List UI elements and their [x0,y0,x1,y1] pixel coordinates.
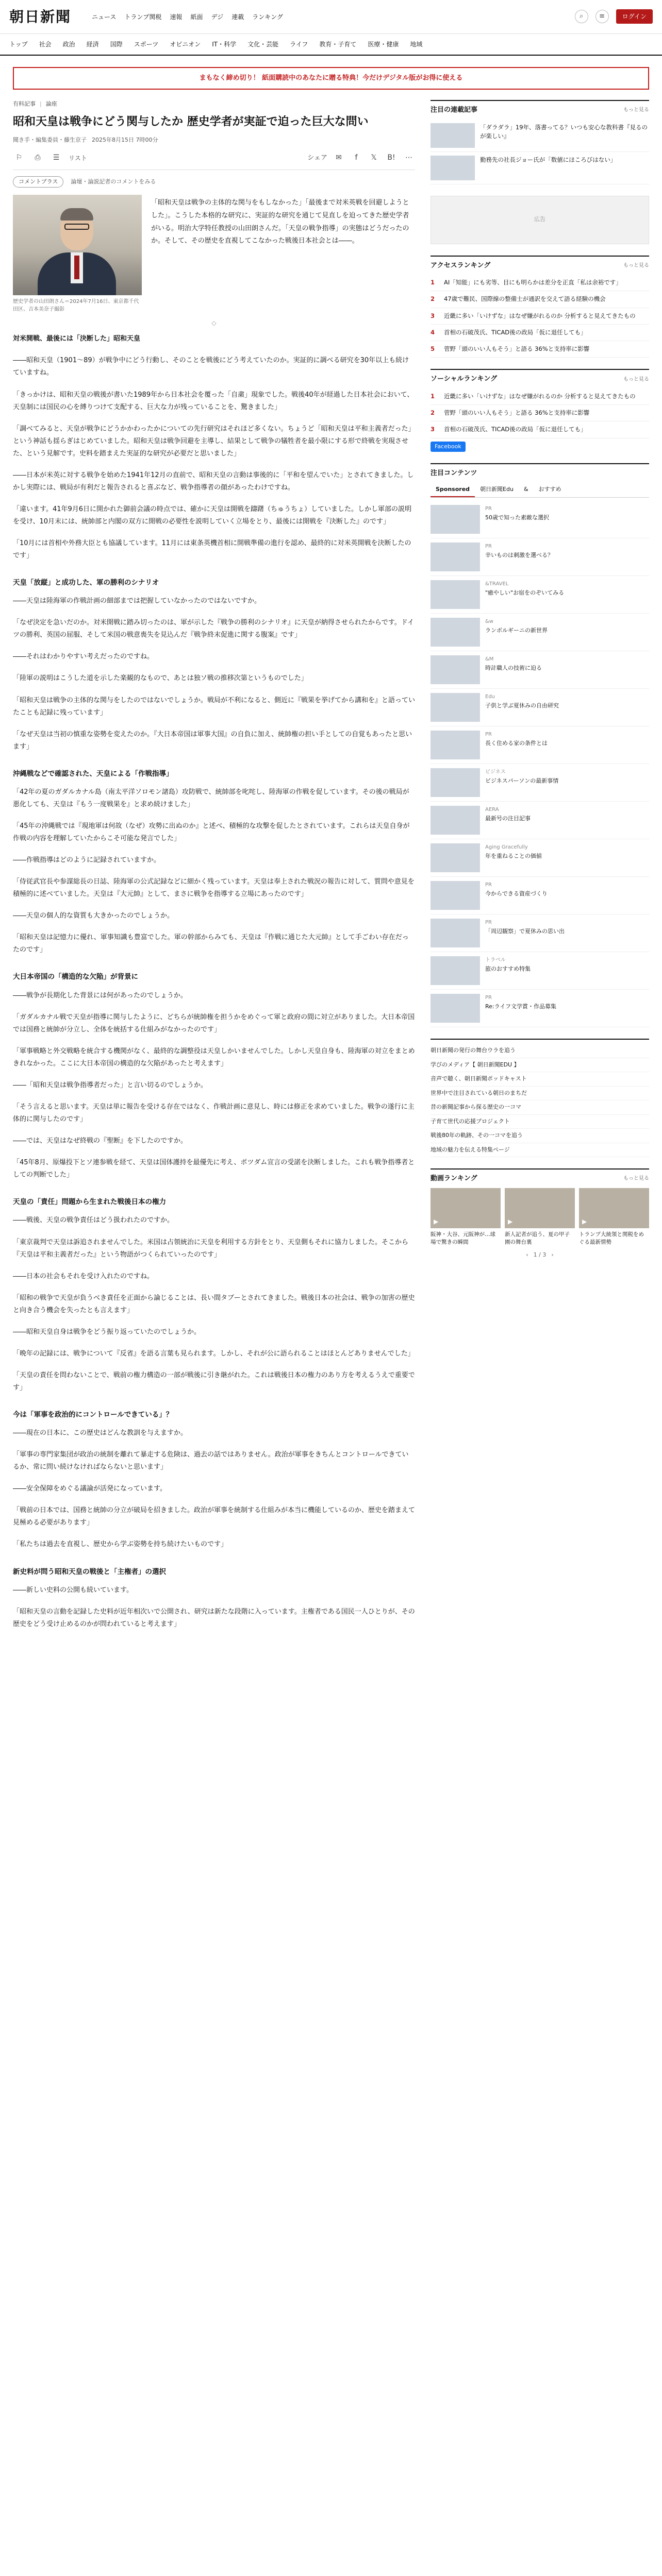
rank-number: 1 [431,279,435,286]
paragraph: ――安全保障をめぐる議論が活発になっています。 [13,1485,167,1493]
item-text: ランボルギーニの新世界 [485,626,548,634]
thumbnail [431,843,480,872]
topnav-item[interactable]: ニュース [92,13,117,21]
ranking-item[interactable] [431,405,649,421]
rank-number: 2 [431,295,435,303]
ranking-item[interactable] [431,291,649,308]
paragraph: 「天皇の責任を問わないことで、戦前の権力構造の一部が戦後に引き継がれた。これは戦後日本の権力のあり方を考えるうえで重要です」 [13,1371,415,1392]
content-item[interactable] [431,689,649,726]
content-tag: ビジネス [485,769,506,775]
content-tag: PR [485,544,492,549]
section-tab[interactable]: 社会 [39,41,52,48]
box-title: アクセスランキング [431,261,491,269]
content-item[interactable] [431,839,649,877]
link-item[interactable]: 子育て世代の応援プロジェクト [431,1115,649,1129]
paragraph: 「ガダルカナル戦で天皇が指導に関与したように、どちらが統帥権を担うかをめぐって軍と政府の間に対立がありました。大日本帝国では国務と統帥が分立し、全体を統括する仕組みがなかったのです」 [13,1013,415,1033]
link-item[interactable]: 昔の新聞記事から探る歴史の一コマ [431,1100,649,1115]
paragraph: ――それはわかりやすい考えだったのですね。 [13,653,154,661]
social-ranking-box [431,369,649,452]
section-tab[interactable]: 地域 [410,41,423,48]
paragraph: 「きっかけは、昭和天皇の戦後が書いた1989年から日本社会を覆った「自粛」現象でした。戦後40年が経過した日本社会において、天皇制には国民の心を縛りつけて支配する、巨大な力が残っていることを、驚きました」 [13,391,414,411]
paragraph: 「違います。41年9月6日に開かれた御前会議の時点では、確かに天皇は開戦を躊躇（ちゅうちょ）していました。しかし軍部の説明を受け、10月末には、統帥部と内閣の双方に開戦の必要性を説明していく立場をとり、最後には開戦を『決断した』のです」 [13,505,412,526]
featured-content-box [431,463,649,1027]
thumbnail [431,768,480,797]
paragraph: 「調べてみると、天皇が戦争にどうかかわったかについての先行研究はそれほど多くない。ちょうど「昭和天皇は平和主義者だった」という神話も揺らぎはじめていました。昭和天皇は戦争回避を主導し、結果として戦争の犠牲者を最小限にする形で終戦を実現させた、という見解です。史料を踏まえた実証的な研究が必要だと思いました」 [13,425,415,457]
paragraph: 「晩年の記録には、戦争について『反省』を語る言葉も見られます。しかし、それが公に語られることはほとんどありませんでした」 [13,1349,415,1358]
paragraph: 「10月には首相や外務大臣とも協議しています。11月には東条英機首相に開戦準備の進行を認め、最終的に対米英開戦を決断したのです」 [13,539,411,560]
top-header [0,0,662,34]
login-button[interactable]: ログイン [616,9,653,24]
paragraph: ――現在の日本に、この歴史はどんな教訓を与えますか。 [13,1429,188,1437]
section-tab[interactable]: 文化・芸能 [247,41,279,48]
article-toolbar [13,152,415,170]
rank-number: 5 [431,345,435,352]
site-logo[interactable]: 朝日新聞 [9,8,72,25]
rank-number: 3 [431,426,435,433]
content-item[interactable] [431,914,649,952]
video-pager [431,1251,649,1260]
section-tab[interactable]: 国際 [110,41,123,48]
interview-label: 対米開戦、最後には「決断した」昭和天皇 [13,335,141,343]
paragraph: 「そう言えると思います。天皇は単に報告を受ける存在ではなく、作戦計画に意見し、時には修正を求めていました。戦争の遂行に主体的に関与したのです」 [13,1103,415,1124]
content-tag: &w [485,619,493,624]
paragraph: 「なぜ天皇は当初の慎重な姿勢を変えたのか。『大日本帝国は軍事大国』の自負に加え、統帥権の担い手としての自覚もあったと思います」 [13,730,412,751]
content-item[interactable] [431,952,649,990]
facebook-button[interactable]: Facebook [431,442,466,452]
breadcrumb-item[interactable]: 論座 [45,100,57,107]
author: 聞き手・編集委員・藤生京子 [13,137,87,144]
publish-date: 2025年8月15日 7時00分 [92,137,158,144]
paragraph: ――戦後、天皇の戦争責任はどう扱われたのですか。 [13,1216,174,1225]
paragraph: 「昭和天皇の言動を記録した史料が近年相次いで公開され、研究は新たな段階に入っています。主権者である国民一人ひとりが、その歴史をどう受け止めるのかが問われていると考えます」 [13,1607,415,1628]
thumbnail [431,956,480,985]
item-text: Re:ライフ文学賞・作品募集 [485,1003,556,1010]
article-body [13,333,415,1631]
content-tag: PR [485,920,492,925]
breadcrumb-item[interactable]: 有料記事 [13,100,36,107]
link-item[interactable]: 朝日新聞の発行の舞台ウラを追う [431,1044,649,1058]
topnav-item[interactable]: トランプ関税 [124,13,162,21]
portrait-image[interactable] [13,195,142,295]
content-tag: Edu [485,694,495,700]
video-title: トランプ大統領と関税をめぐる最新情勢 [579,1231,644,1246]
list-icon[interactable]: ☰ [53,154,60,162]
ranking-item[interactable] [431,388,649,405]
paragraph: 「侍従武官長や参謀総長の日誌、陸海軍の公式記録などに細かく残っています。天皇は奉上された戦況の報告に対して、質問や意見を積極的に述べていました。天皇は『大元帥』として、まさに戦争を指導する立場にあったのです」 [13,878,415,899]
breadcrumb-separator: | [40,100,42,107]
content-tab[interactable]: 朝日新聞Edu [480,485,514,493]
access-ranking-box [431,256,649,358]
rank-number: 4 [431,328,435,336]
paragraph: 「45年8月、原爆投下とソ連参戦を経て、天皇は国体護持を最優先に考え、ポツダム宣言の受諾を決断しました。これも戦争指導者としての判断でした」 [13,1159,415,1179]
paragraph: ――「昭和天皇は戦争指導者だった」と言い切るのでしょうか。 [13,1081,208,1089]
section-heading: 大日本帝国の「構造的な欠陥」が背景に [13,973,138,981]
box-title: 動画ランキング [431,1175,477,1182]
featured-series-box [431,100,649,184]
content-tag: &TRAVEL [485,581,509,587]
content-item[interactable] [431,764,649,802]
paragraph: 「戦前の日本では、国務と統帥の分立が破局を招きました。政治が軍事を統制する仕組みが本当に機能しているのか、歴史を踏まえて見極める必要があります」 [13,1506,416,1527]
item-text: 近畿に多い「いけずな」はなぜ嫌がれるのか 分析すると見えてきたもの [444,392,636,400]
content-tag: Aging Gracefully [485,844,528,850]
item-text: 勤務先の社長ジョー氏が「数値にほころびはない」 [480,156,617,163]
paragraph: ――作戦指導はどのように記録されていますか。 [13,856,161,865]
next-icon[interactable]: › [551,1251,554,1258]
thumbnail [431,156,475,180]
share-label: シェア [307,154,327,162]
content-tag: PR [485,506,492,512]
section-heading: 新史料が問う昭和天皇の戦後と「主権者」の選択 [13,1567,166,1576]
promo-banner[interactable]: まもなく締め切り！ 紙面購読中のあなたに贈る特典！今だけデジタル版がお得に使える [13,67,649,90]
content-tab[interactable]: おすすめ [538,485,561,493]
video-title: 阪神・大谷、元阪神が…球場で驚きの瞬間 [431,1231,495,1246]
paragraph: 「軍事の専門家集団が政治の統制を離れて暴走する危険は、過去の話ではありません。政治が軍事をきちんとコントロールできているか、常に問い続けなければならないと思います」 [13,1451,409,1471]
content-tabs [431,483,649,498]
video-ranking-box [431,1168,649,1260]
rank-number: 2 [431,409,435,416]
comment-plus-button[interactable]: コメントプラス [13,176,63,188]
content-tag: &M [485,656,494,662]
thumbnail [431,994,480,1023]
ranking-item[interactable] [431,308,649,325]
thumbnail [431,123,475,148]
paragraph: ――昭和天皇（1901～89）が戦争中にどう行動し、そのことを戦後にどう考えていたのか。実証的に調べる研究を30年以上も続けていますね。 [13,357,409,377]
box-title: ソーシャルランキング [431,375,498,383]
section-tab[interactable]: ライフ [290,41,308,48]
section-nav [0,34,662,56]
item-text: 年を重ねることの価値 [485,852,542,859]
rank-number: 1 [431,392,435,400]
paragraph: ――戦争が長期化した背景には何があったのでしょうか。 [13,991,187,999]
section-tab[interactable]: オピニオン [170,41,201,48]
item-text: 今からできる資産づくり [485,890,548,897]
article [13,100,415,1640]
header-actions [575,9,653,24]
item-text: 首相の石破茂氏、TICAD後の政局「仮に退任しても」 [444,328,587,336]
item-text: 菅野「頭のいい人もそう」と語る 36%と支持率に影響 [444,409,590,416]
breadcrumb [13,100,415,109]
paragraph: 「軍事戦略と外交戦略を統合する機関がなく、最終的な調整役は天皇しかいませんでした。しかし天皇自身も、陸海軍の対立をまとめきれなかった。ここに大日本帝国の構造的な欠陥があったと考えます」 [13,1047,415,1067]
topnav-item[interactable]: ランキング [252,13,283,21]
video-thumbnail [431,1188,501,1228]
box-title: 注目の連載記事 [431,106,478,114]
content-tag: AERA [485,807,499,812]
lead-block [13,195,415,313]
link-item[interactable]: 学びのメディア【 朝日新聞EDU 】 [431,1058,649,1073]
paragraph: 「45年の沖縄戦では『現地軍は何故（なぜ）攻勢に出ぬのか』と述べ、積極的な攻撃を促したとされています。これらは天皇自身が作戦の内容を理解していたからこそ可能な発言でした」 [13,822,410,843]
content-item[interactable] [431,538,649,576]
list-item[interactable] [431,152,649,184]
thumbnail [431,919,480,947]
content-tab[interactable]: Sponsored [431,483,475,498]
content-tag: PR [485,732,492,737]
divider-icon: ◇ [211,319,217,327]
item-text: 時計職人の技術に迫る [485,664,542,671]
video-grid [431,1188,649,1247]
section-tab[interactable]: 政治 [62,41,75,48]
section-tab[interactable]: スポーツ [134,41,159,48]
video-thumbnail [579,1188,649,1228]
thumbnail [431,580,480,609]
thumbnail [431,806,480,835]
prev-icon[interactable]: ‹ [526,1251,528,1258]
item-text: ビジネスパーソンの最新事情 [485,777,559,784]
link-item[interactable]: 地域の魅力を伝える特集ページ [431,1143,649,1158]
thumbnail [431,543,480,571]
item-text: 子供と学ぶ夏休みの自由研究 [485,702,559,709]
lead-paragraph: 「昭和天皇は戦争の主体的な関与をもしなかった」「最後まで対米英戦を回避しようとした」。こうした本格的な研究に、実証的な研究を通じて見直しを迫ってきた歴史学者がいる。明治大学特任教授の山田朗さんだ。「天皇の戦争指導」の実態はどうだったのか。そして、その歴史を直視してこなかった戦後日本社会とは――。 [151,199,409,245]
bookmark-icon[interactable]: ⚐ [15,154,23,162]
comment-plus-bar [13,176,415,188]
link-item[interactable]: 音声で聴く、朝日新聞ポッドキャスト [431,1072,649,1087]
paragraph: 「42年の夏のガダルカナル島（南太平洋ソロモン諸島）攻防戦で、統帥部を叱咤し、陸海軍の作戦を促しています。その後の戦局が悪化しても、天皇は『もう一度戦果を』と求め続けました」 [13,788,409,809]
paragraph: ――天皇の個人的な資質も大きかったのでしょうか。 [13,912,174,920]
item-text: 長く住める家の条件とは [485,739,548,747]
item-text: 辛いものは刺激を選べる？ [485,551,553,558]
thumbnail [431,618,480,647]
item-text: 47歳で難民、国際線の整備士が通訳を交えて語る経験の機会 [444,295,606,303]
section-tab[interactable]: IT・科学 [212,41,237,48]
box-title: 注目コンテンツ [431,469,477,477]
thumbnail [431,693,480,722]
more-link[interactable]: もっと見る [623,107,649,113]
content-item[interactable] [431,990,649,1027]
content-tab[interactable]: & [523,485,528,493]
share-group [307,152,415,164]
topnav-item[interactable]: デジ [211,13,224,21]
facebook-icon[interactable]: f [355,154,358,162]
topnav-item[interactable]: 連載 [231,13,244,21]
sidebar [431,100,649,1640]
photo-caption: 歴史学者の山田朗さん＝2024年7月16日、東京都千代田区、吉本美奈子撮影 [13,299,139,312]
ranking-item[interactable] [431,421,649,438]
mail-icon[interactable]: ✉ [336,154,342,162]
paragraph: 「陸軍の説明はこうした道を示した楽観的なもので、あとは独ソ戦の推移次第というものでした」 [13,674,308,683]
paragraph: 「私たちは過去を直視し、歴史から学ぶ姿勢を持ち続けたいものです」 [13,1540,228,1549]
thumbnail [431,655,480,684]
hatena-icon[interactable]: B! [387,154,395,162]
menu-icon[interactable]: ≡ [595,10,609,23]
more-link[interactable]: もっと見る [623,262,649,268]
list-label[interactable]: リスト [69,154,87,162]
thumbnail [431,881,480,910]
link-item[interactable]: 世界中で注目されている朝日のまちだ [431,1087,649,1101]
paragraph: ――昭和天皇自身は戦争をどう振り返っていたのでしょうか。 [13,1328,201,1336]
page-indicator: 1 / 3 [533,1251,547,1258]
item-text: 旅のおすすめ特集 [485,965,531,972]
item-text: AI「知能」にも劣等、目にも明らかは差分を正直「私は余裕です」 [444,279,622,286]
paragraph: 「東京裁判で天皇は訴追されませんでした。米国は占領統治に天皇を利用する方針をとり、天皇側もそれに協力しました。そこから『天皇は平和主義者だった』という物語がつくられていったのです」 [13,1238,409,1259]
paragraph: ――新しい史料の公開も続いています。 [13,1586,133,1594]
video-thumbnail [505,1188,575,1228]
content-item[interactable] [431,726,649,764]
article-photo [13,195,142,313]
section-tab[interactable]: 経済 [86,41,99,48]
content-item[interactable] [431,614,649,651]
section-heading: 天皇「放縦」と成功した、軍の勝利のシナリオ [13,579,159,587]
content-item[interactable] [431,501,649,538]
comment-plus-note[interactable]: 論壇・論説記者のコメントをみる [71,178,156,185]
section-tab[interactable]: トップ [9,41,28,48]
paragraph: ――日本が米英に対する戦争を始めた1941年12月の直前で、昭和天皇の言動は事後的に「平和を望んでいた」とされてきました。しかし実際には、戦局が有利だと報告されると喜ぶなど、戦争指導者の顔があったわけですね。 [13,471,414,492]
item-text: 菅野「頭のいい人もそう」と語る 36%と支持率に影響 [444,345,590,352]
thumbnail [431,731,480,759]
section-heading: 今は「軍事を政治的にコントロールできている」？ [13,1410,173,1419]
print-icon[interactable]: ⎙ [35,154,41,162]
more-link[interactable]: もっと見る [623,1176,649,1182]
item-text: 最新号の注目記事 [485,815,531,822]
section-tab[interactable]: 医療・健康 [368,41,399,48]
content-item[interactable] [431,576,649,614]
paragraph: ――では、天皇はなぜ終戦の『聖断』を下したのですか。 [13,1137,188,1145]
video-card[interactable] [505,1188,575,1247]
video-card[interactable] [431,1188,501,1247]
item-text: 首相の石破茂氏、TICAD後の政局「仮に退任しても」 [444,426,587,433]
item-text: 「ダラダラ」19年、落書ってる？いつも安心な教科書『見るのが楽しい』 [480,123,648,140]
item-text: "癒やしい"お宿をのぞいてみる [485,589,565,596]
top-nav [92,12,283,22]
section-heading: 沖縄戦などで確認された、天皇による「作戦指導」 [13,769,173,778]
search-icon[interactable]: ⌕ [575,10,588,23]
ad-slot[interactable]: 広告 [431,196,649,244]
content-item[interactable] [431,877,649,914]
content-tag: PR [485,995,492,1001]
video-title: 新人記者が追う、夏の甲子園の舞台裏 [505,1231,570,1246]
video-card[interactable] [579,1188,649,1247]
content-tag: トラベル [485,957,506,963]
ranking-item[interactable] [431,341,649,358]
list-item[interactable] [431,120,649,152]
topnav-item[interactable]: 速報 [170,13,183,21]
paragraph: 「なぜ決定を急いだのか。対米開戦に踏み切ったのは、軍が示した『戦争の勝利のシナリオ』に天皇が納得させられたからです。ドイツの勝利、英国の屈服、そして米国の戦意喪失を見込んだ『戦争終末促進に関する腹案』です」 [13,619,415,639]
topnav-item[interactable]: 紙面 [190,13,203,21]
paragraph: 「昭和天皇は戦争の主体的な関与をしたのではないでしょうか。戦局が不利になると、側近に『戦果を挙げてから講和を』と語っていたことも記録に残っています」 [13,696,416,717]
content-tag: PR [485,882,492,888]
ranking-item[interactable] [431,275,649,291]
link-list-box [431,1039,649,1157]
item-text: 近畿に多い「いけずな」はなぜ嫌がれるのか 分析すると見えてきたもの [444,312,636,319]
more-link[interactable]: もっと見る [623,376,649,382]
section-heading: 天皇の「責任」問題から生まれた戦後日本の権力 [13,1198,166,1207]
item-text: 「周辺観察」で夏休みの思い出 [485,927,565,935]
paragraph: 「昭和の戦争で天皇が負うべき責任を正面から論じることは、長い間タブーとされてきました。戦後日本の社会は、戦争の加害の歴史と向き合う機会を失ったとも言えます」 [13,1294,415,1314]
paragraph: ――天皇は陸海軍の作戦計画の細部までは把握していなかったのではないですか。 [13,597,261,605]
ranking-item[interactable] [431,325,649,341]
link-item[interactable]: 戦後80年の軌跡、その一コマを追う [431,1129,649,1143]
paragraph: ――日本の社会もそれを受け入れたのですね。 [13,1272,154,1280]
content-item[interactable] [431,802,649,839]
content-item[interactable] [431,651,649,689]
byline [13,136,415,145]
more-icon[interactable]: ⋯ [405,154,412,162]
section-tab[interactable]: 教育・子育て [319,41,357,48]
article-headline: 昭和天皇は戦争にどう関与したか 歴史学者が実証で迫った巨大な問い [13,114,369,128]
rank-number: 3 [431,312,435,319]
thumbnail [431,505,480,534]
paragraph: 「昭和天皇は記憶力に優れ、軍事知識も豊富でした。軍の幹部からみても、天皇は『作戦に通じた大元帥』として手ごわい存在だったのです」 [13,934,409,954]
item-text: 50歳で知った素敵な選択 [485,514,549,521]
x-icon[interactable]: 𝕏 [371,154,377,162]
